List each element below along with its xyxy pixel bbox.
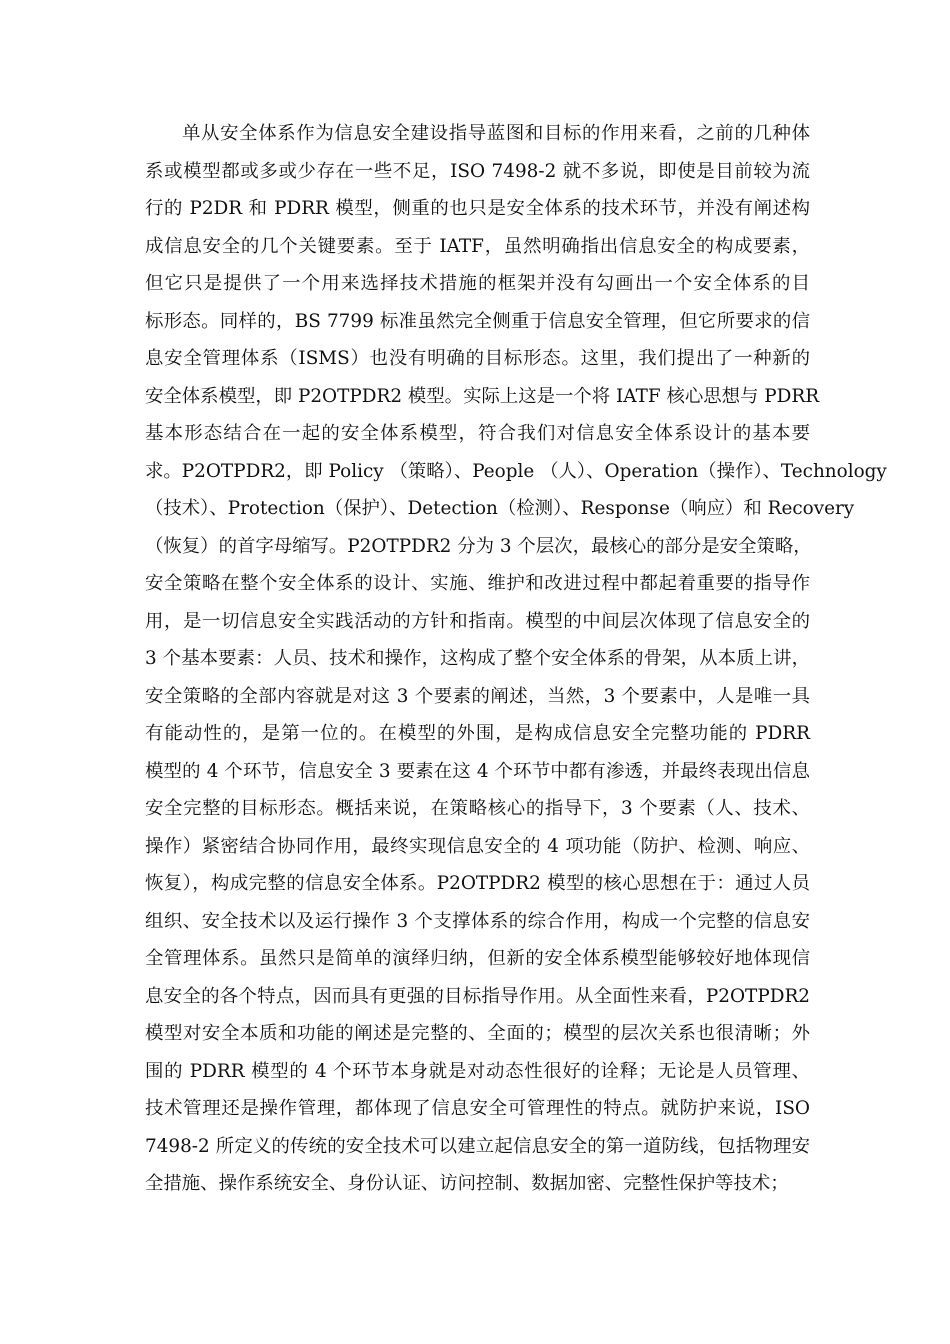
text-line: 7498-2 所定义的传统的安全技术可以建立起信息安全的第一道防线，包括物理安 — [145, 1135, 810, 1157]
text-line: 息安全的各个特点，因而具有更强的目标指导作用。从全面性来看，P2OTPDR2 — [145, 985, 810, 1007]
text-line: 操作）紧密结合协同作用，最终实现信息安全的 4 项功能（防护、检测、响应、 — [145, 835, 810, 857]
text-line: 但它只是提供了一个用来选择技术措施的框架并没有勾画出一个安全体系的目 — [145, 273, 810, 294]
text-line: 标形态。同样的，BS 7799 标准虽然完全侧重于信息安全管理，但它所要求的信 — [145, 310, 810, 332]
text-line: 安全完整的目标形态。概括来说，在策略核心的指导下，3 个要素（人、技术、 — [145, 798, 810, 819]
text-line: 有能动性的，是第一位的。在模型的外围，是构成信息安全完整功能的 PDRR — [145, 723, 810, 744]
text-line: （技术）、Protection（保护）、Detection（检测）、Response（响应）和 Recovery — [145, 498, 855, 519]
text-line: 全管理体系。虽然只是简单的演绎归纳，但新的安全体系模型能够较好地体现信 — [145, 948, 810, 969]
text-line: 围的 PDRR 模型的 4 个环节本身就是对动态性很好的诠释；无论是人员管理、 — [145, 1060, 810, 1082]
text-line: 全措施、操作系统安全、身份认证、访问控制、数据加密、完整性保护等技术； — [145, 1173, 789, 1194]
text-line: 成信息安全的几个关键要素。至于 IATF，虽然明确指出信息安全的构成要素， — [145, 235, 810, 257]
text-line: 系或模型都或多或少存在一些不足，ISO 7498-2 就不多说，即使是目前较为流 — [145, 160, 810, 182]
text-line: 安全策略在整个安全体系的设计、实施、维护和改进过程中都起着重要的指导作 — [145, 573, 810, 594]
text-line: 技术管理还是操作管理，都体现了信息安全可管理性的特点。就防护来说，ISO — [145, 1098, 810, 1119]
text-line: 单从安全体系作为信息安全建设指导蓝图和目标的作用来看，之前的几种体 — [182, 123, 810, 144]
text-line: 行的 P2DR 和 PDRR 模型，侧重的也只是安全体系的技术环节，并没有阐述构 — [145, 198, 810, 219]
body-paragraph — [145, 115, 887, 1203]
text-line: 息安全管理体系（ISMS）也没有明确的目标形态。这里，我们提出了一种新的 — [145, 348, 810, 369]
text-line: 用，是一切信息安全实践活动的方针和指南。模型的中间层次体现了信息安全的 — [145, 610, 810, 632]
text-line: （恢复）的首字母缩写。P2OTPDR2 分为 3 个层次，最核心的部分是安全策略， — [145, 535, 812, 557]
text-line: 安全体系模型，即 P2OTPDR2 模型。实际上这是一个将 IATF 核心思想与 PDRR — [145, 385, 820, 407]
text-line: 组织、安全技术以及运行操作 3 个支撑体系的综合作用，构成一个完整的信息安 — [145, 910, 810, 932]
text-line: 安全策略的全部内容就是对这 3 个要素的阐述，当然，3 个要素中，人是唯一具 — [145, 685, 810, 707]
text-line: 求。P2OTPDR2，即 Policy （策略）、People （人）、Operation（操作）、Technology — [145, 460, 887, 482]
text-line: 模型的 4 个环节，信息安全 3 要素在这 4 个环节中都有渗透，并最终表现出信息 — [145, 760, 810, 782]
text-line: 恢复），构成完整的信息安全体系。P2OTPDR2 模型的核心思想在于：通过人员 — [145, 873, 810, 894]
text-line: 模型对安全本质和功能的阐述是完整的、全面的；模型的层次关系也很清晰；外 — [145, 1023, 810, 1044]
text-line: 基本形态结合在一起的安全体系模型，符合我们对信息安全体系设计的基本要 — [145, 423, 810, 444]
text-line: 3 个基本要素：人员、技术和操作，这构成了整个安全体系的骨架，从本质上讲， — [145, 648, 810, 669]
